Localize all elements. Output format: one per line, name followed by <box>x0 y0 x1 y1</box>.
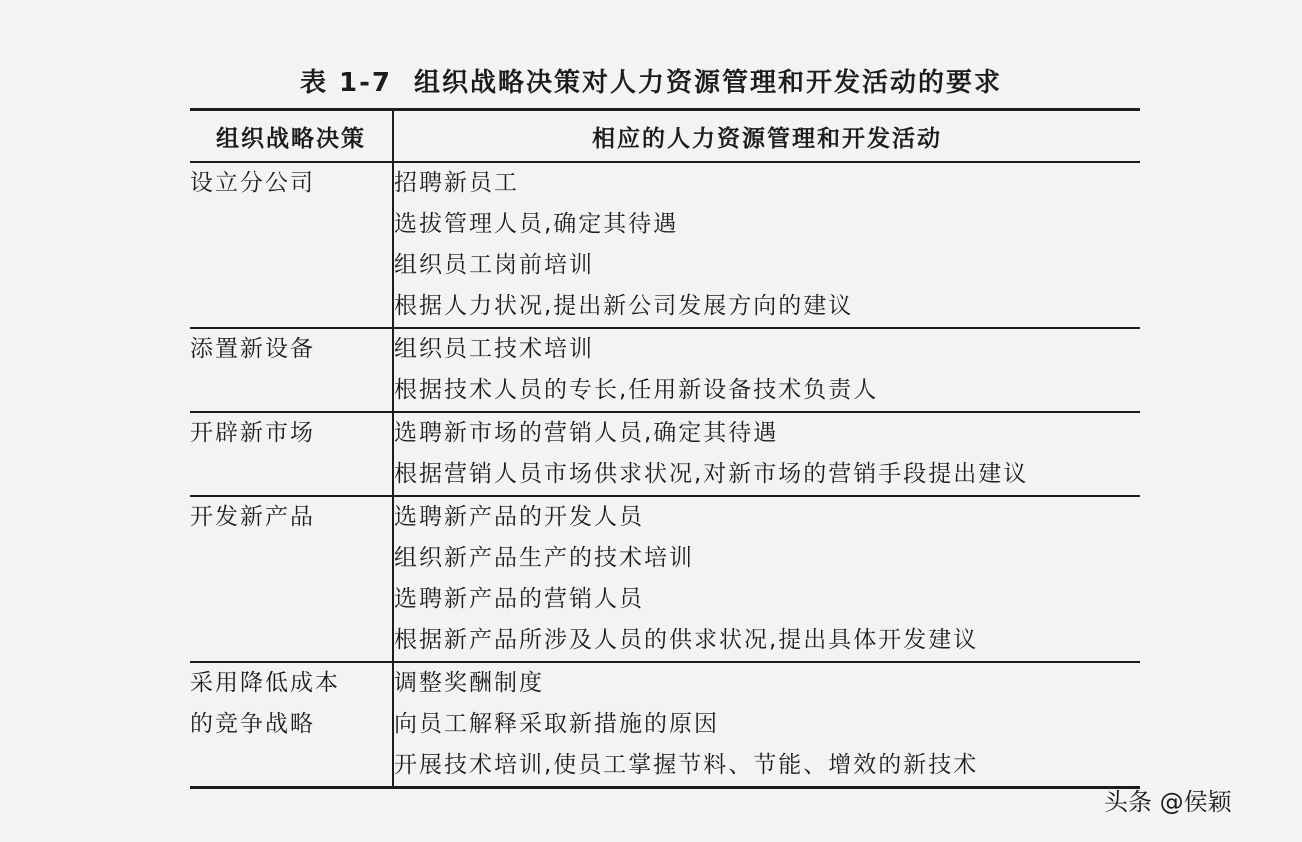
activity-item: 根据人力状况,提出新公司发展方向的建议 <box>394 293 854 319</box>
decision-cell <box>190 162 393 328</box>
activities-cell <box>393 162 1140 328</box>
table-row <box>190 412 1140 496</box>
header-decision: 组织战略决策 <box>190 110 393 163</box>
activity-item: 根据新产品所涉及人员的供求状况,提出具体开发建议 <box>394 627 979 653</box>
activity-item: 选聘新产品的开发人员 <box>394 504 644 530</box>
activities-cell <box>393 412 1140 496</box>
table-row <box>190 496 1140 662</box>
activities-cell <box>393 496 1140 662</box>
activity-item: 调整奖酬制度 <box>394 670 544 696</box>
header-row <box>190 110 1140 163</box>
table-row <box>190 328 1140 412</box>
decision-cell <box>190 662 393 788</box>
table-row <box>190 662 1140 788</box>
decision-text: 的竞争战略 <box>190 711 315 737</box>
activity-item: 选聘新产品的营销人员 <box>394 586 644 612</box>
activity-item: 根据营销人员市场供求状况,对新市场的营销手段提出建议 <box>394 461 1029 487</box>
table-row <box>190 162 1140 328</box>
activity-item: 向员工解释采取新措施的原因 <box>394 711 719 737</box>
decision-text: 开发新产品 <box>190 504 315 530</box>
activity-item: 组织员工岗前培训 <box>394 252 594 278</box>
strategy-hr-table <box>190 108 1140 789</box>
decision-cell <box>190 412 393 496</box>
decision-text: 设立分公司 <box>190 170 315 196</box>
activities-cell <box>393 328 1140 412</box>
decision-text: 添置新设备 <box>190 336 315 362</box>
table-title: 组织战略决策对人力资源管理和开发活动的要求 <box>414 68 1003 98</box>
header-activities: 相应的人力资源管理和开发活动 <box>393 110 1140 163</box>
activity-item: 招聘新员工 <box>394 170 519 196</box>
table-number: 表 1-7 <box>299 68 392 98</box>
table-caption <box>0 62 1302 99</box>
activity-item: 开展技术培训,使员工掌握节料、节能、增效的新技术 <box>394 752 979 778</box>
activity-item: 组织新产品生产的技术培训 <box>394 545 694 571</box>
activities-cell <box>393 662 1140 788</box>
activity-item: 选拔管理人员,确定其待遇 <box>394 211 679 237</box>
activity-item: 组织员工技术培训 <box>394 336 594 362</box>
activity-item: 根据技术人员的专长,任用新设备技术负责人 <box>394 377 879 403</box>
activity-item: 选聘新市场的营销人员,确定其待遇 <box>394 420 779 446</box>
decision-text: 开辟新市场 <box>190 420 315 446</box>
decision-text: 采用降低成本 <box>190 670 340 696</box>
decision-cell <box>190 328 393 412</box>
decision-cell <box>190 496 393 662</box>
watermark: 头条 @侯颖 <box>1104 788 1232 816</box>
